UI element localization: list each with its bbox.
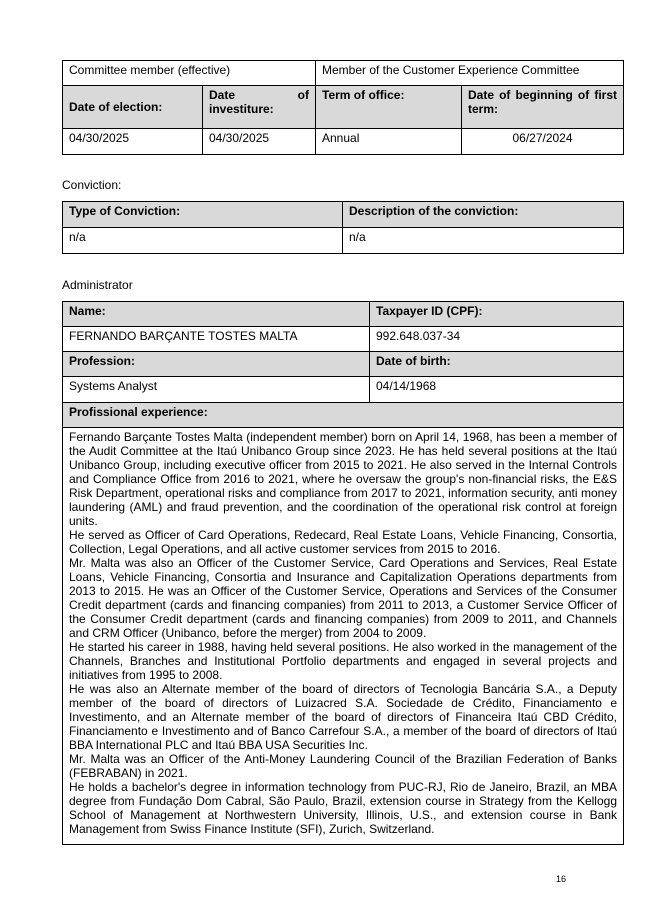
conviction-type-value: n/a [63,228,343,254]
committee-name-cell: Member of the Customer Experience Committee [316,61,624,86]
date-of-investiture-label-part3: investiture: [209,102,274,116]
name-value: FERNANDO BARÇANTE TOSTES MALTA [63,327,370,352]
term-of-office-value: Annual [316,129,462,155]
experience-label: Profissional experience: [63,403,624,428]
conviction-description-label: Description of the conviction: [343,202,624,228]
dob-label: Date of birth: [370,352,624,377]
dob-value: 04/14/1968 [370,377,624,403]
date-first-term-label: Date of beginning of first term: [462,86,624,129]
page-number: 16 [556,874,567,884]
administrator-table [62,301,624,845]
date-of-election-label: Date of election: [63,86,203,129]
committee-table [62,60,624,155]
term-of-office-label: Term of office: [316,86,462,129]
date-of-investiture-label-part1: Date [209,88,236,102]
committee-role-cell: Committee member (effective) [63,61,316,86]
conviction-description-value: n/a [343,228,624,254]
date-of-investiture-value: 04/30/2025 [203,129,316,155]
administrator-title: Administrator [62,278,133,292]
experience-text: Fernando Barçante Tostes Malta (independent member) born on April 14, 1968, has been a member of the Audit Committee at the Itaú Unibanco Group since 2023. He has held several positions at the Itaú Unibanco Group, including executive officer from 2015 to 2021. He also served in the Internal Controls and Compliance Office from 2016 to 2021, where he oversaw the group's non-financial risks, the E&S Risk Department, operational risks and compliance from 2017 to 2021, information security, anti money laundering (AML) and fraud prevention, and the coordination of the operational risk control at foreign units. He served as Officer of Card Operations, Redecard, Real Estate Loans, Vehicle Financing, Consortia, Collection, Legal Operations, and all active customer services from 2015 to 2016. Mr. Malta was also an Officer of the Customer Service, Card Operations and Services, Real Estate Loans, Vehicle Financing, Consortia and Insurance and Capitalization Operations departments from 2013 to 2015. He was an Officer of the Customer Service, Operations and Services of the Consumer Credit department (cards and financing companies) from 2011 to 2013, a Customer Service Officer of the Consumer Credit department (cards and financing companies) from 2009 to 2011, and Channels and CRM Officer (Unibanco, before the merger) from 2004 to 2009. He started his career in 1988, having held several positions. He also worked in the management of the Channels, Branches and Institutional Portfolio departments and engaged in several projects and initiatives from 1995 to 2008. He was also an Alternate member of the board of directors of Tecnologia Bancária S.A., a Deputy member of the board of directors of Luizacred S.A. Sociedade de Crédito, Financiamento e Investimento, and an Alternate member of the board of directors of Financeira Itaú CBD Crédito, Financiamento e Investimento and of Banco Carrefour S.A., a member of the board of directors of Itaú BBA International PLC and Itaú BBA USA Securities Inc. Mr. Malta was an Officer of the Anti-Money Laundering Council of the Brazilian Federation of Banks (FEBRABAN) in 2021. He holds a bachelor's degree in information technology from PUC-RJ, Rio de Janeiro, Brazil, an MBA degree from Fundação Dom Cabral, São Paulo, Brazil, extension course in Strategy from the Kellogg School of Management at Northwestern University, Illinois, U.S., and extension course in Bank Management from Swiss Finance Institute (SFI), Zurich, Switzerland. [63,428,624,845]
date-of-election-value: 04/30/2025 [63,129,203,155]
date-of-investiture-label-part2: of [297,88,309,102]
cpf-value: 992.648.037-34 [370,327,624,352]
cpf-label: Taxpayer ID (CPF): [370,302,624,327]
conviction-title: Conviction: [62,178,122,192]
conviction-type-label: Type of Conviction: [63,202,343,228]
conviction-table [62,201,624,254]
profession-value: Systems Analyst [63,377,370,403]
name-label: Name: [63,302,370,327]
date-first-term-value: 06/27/2024 [462,129,624,155]
date-of-investiture-label [203,86,316,129]
profession-label: Profession: [63,352,370,377]
